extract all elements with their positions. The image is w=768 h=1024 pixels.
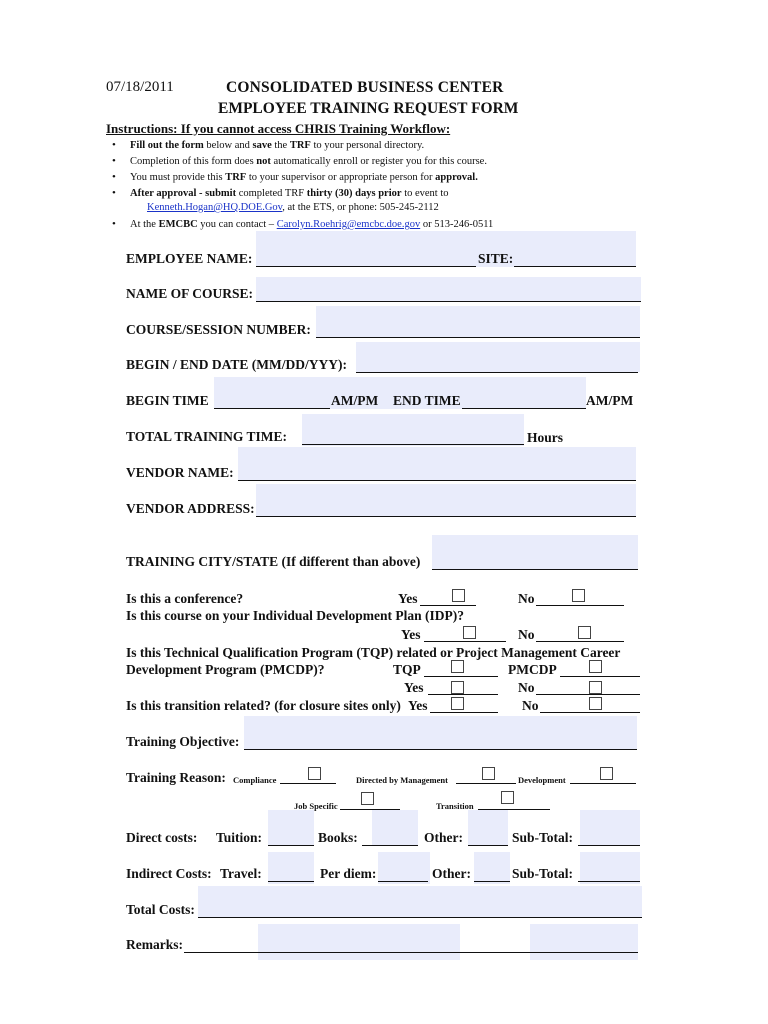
conference-no-checkbox[interactable]: [572, 589, 585, 602]
underline: [184, 952, 638, 953]
begin-ampm-label: AM/PM: [331, 393, 379, 408]
vendor-name-input[interactable]: [238, 464, 640, 480]
directed-checkbox[interactable]: [482, 767, 495, 780]
city-state-input[interactable]: [432, 553, 642, 569]
compliance-label: Compliance: [233, 775, 277, 785]
end-ampm-label: AM/PM: [586, 393, 634, 408]
course-name-input[interactable]: [256, 285, 645, 301]
underline: [256, 266, 476, 267]
session-number-label: COURSE/SESSION NUMBER:: [126, 322, 311, 337]
underline: [430, 712, 498, 713]
underline: [570, 783, 636, 784]
transition-reason-label: Transition: [436, 801, 474, 811]
directed-label: Directed by Management: [356, 775, 448, 785]
underline: [560, 676, 640, 677]
bullet-text-bold: thirty (30) days prior: [306, 188, 402, 199]
site-label: SITE:: [478, 251, 514, 266]
per-diem-label: Per diem:: [320, 866, 377, 881]
idp-question: Is this course on your Individual Development Plan (IDP)?: [126, 608, 465, 623]
bullet-text-bold: After approval - submit: [130, 188, 237, 199]
instruction-bullet-1: [130, 139, 424, 152]
transition-reason-checkbox[interactable]: [501, 791, 514, 804]
training-objective-input[interactable]: [244, 733, 641, 749]
job-specific-label: Job Specific: [294, 801, 338, 811]
tqp-no-checkbox[interactable]: [589, 681, 602, 694]
vendor-address-input[interactable]: [256, 500, 640, 516]
bullet-text: to your personal directory.: [310, 140, 425, 151]
training-reason-label: Training Reason:: [126, 770, 226, 785]
transition-yes-label: Yes: [408, 698, 428, 713]
development-checkbox[interactable]: [600, 767, 613, 780]
transition-no-checkbox[interactable]: [589, 697, 602, 710]
underline: [420, 605, 476, 606]
instruction-bullet-3: [130, 171, 478, 184]
underline: [462, 408, 586, 409]
end-time-input[interactable]: [462, 392, 590, 408]
indirect-subtotal-input[interactable]: [578, 865, 644, 881]
tqp-option-label: TQP: [393, 662, 421, 677]
development-label: Development: [518, 775, 566, 785]
total-time-label: TOTAL TRAINING TIME:: [126, 429, 288, 444]
tqp-no-label: No: [518, 680, 535, 695]
hours-label: Hours: [527, 430, 564, 445]
underline: [424, 676, 498, 677]
travel-input[interactable]: [268, 865, 318, 881]
bullet-text: the: [271, 140, 290, 151]
underline: [356, 372, 638, 373]
idp-yes-checkbox[interactable]: [463, 626, 476, 639]
underline: [268, 845, 314, 846]
bullet-text: to event to: [401, 188, 449, 199]
underline: [456, 783, 516, 784]
underline: [474, 881, 510, 882]
underline: [536, 694, 640, 695]
pmcdp-option-label: PMCDP: [508, 662, 557, 677]
bullet-text: to your supervisor or appropriate person for: [246, 172, 436, 183]
tuition-label: Tuition:: [216, 830, 263, 845]
tqp-question-line1: Is this Technical Qualification Program (TQP) related or Project Management Career: [126, 645, 621, 660]
per-diem-input[interactable]: [378, 865, 432, 881]
underline: [340, 809, 400, 810]
underline: [214, 408, 330, 409]
bullet-text-bold: EMCBC: [158, 219, 198, 230]
books-label: Books:: [318, 830, 358, 845]
underline: [280, 783, 336, 784]
transition-question: Is this transition related? (for closure sites only): [126, 698, 401, 713]
other-direct-label: Other:: [424, 830, 463, 845]
vendor-address-label: VENDOR ADDRESS:: [126, 501, 255, 516]
end-time-label: END TIME: [393, 393, 461, 408]
instructions-heading: Instructions: If you cannot access CHRIS Training Workflow:: [106, 121, 451, 136]
other-direct-input[interactable]: [468, 829, 512, 845]
instruction-bullet-4: [130, 187, 449, 200]
underline: [268, 881, 314, 882]
tuition-input[interactable]: [268, 829, 318, 845]
underline: [244, 749, 637, 750]
tqp-question-line2: Development Program (PMCDP)?: [126, 662, 325, 677]
bullet-text-bold: save: [252, 140, 272, 151]
underline: [302, 444, 524, 445]
pmcdp-checkbox[interactable]: [589, 660, 602, 673]
bullet-text: completed TRF: [236, 188, 307, 199]
tqp-yes-label: Yes: [404, 680, 424, 695]
compliance-checkbox[interactable]: [308, 767, 321, 780]
course-name-label: NAME OF COURSE:: [126, 286, 253, 301]
hogan-email-link[interactable]: Kenneth.Hogan@HQ.DOE.Gov: [147, 202, 283, 213]
remarks-label: Remarks:: [126, 937, 183, 952]
conference-yes-label: Yes: [398, 591, 418, 606]
idp-no-checkbox[interactable]: [578, 626, 591, 639]
underline: [424, 641, 506, 642]
idp-yes-label: Yes: [401, 627, 421, 642]
underline: [540, 712, 640, 713]
bullet-text: At the: [130, 219, 159, 230]
underline: [378, 881, 428, 882]
transition-no-label: No: [522, 698, 539, 713]
underline: [432, 569, 638, 570]
tqp-checkbox[interactable]: [451, 660, 464, 673]
direct-subtotal-label: Sub-Total:: [512, 830, 574, 845]
bullet-text-bold: not: [256, 156, 271, 167]
conference-no-label: No: [518, 591, 535, 606]
underline: [428, 694, 498, 695]
bullet-text: automatically enroll or register you for this course.: [270, 156, 487, 167]
direct-costs-label: Direct costs:: [126, 830, 198, 845]
underline: [256, 301, 641, 302]
form-title-line2: EMPLOYEE TRAINING REQUEST FORM: [218, 100, 519, 117]
other-indirect-label: Other:: [432, 866, 471, 881]
bullet-text: You must provide this: [130, 172, 226, 183]
total-costs-label: Total Costs:: [126, 902, 195, 917]
begin-time-input[interactable]: [214, 392, 334, 408]
underline: [578, 881, 640, 882]
form-date: 07/18/2011: [106, 79, 174, 95]
training-objective-label: Training Objective:: [126, 734, 240, 749]
bullet-text-bold: TRF: [225, 172, 247, 183]
bullet-text: , at the ETS, or phone: 505-245-2112: [282, 202, 439, 213]
underline: [198, 917, 642, 918]
site-input[interactable]: [514, 250, 640, 266]
conference-question: Is this a conference?: [126, 591, 244, 606]
bullet-text-bold: TRF: [289, 140, 311, 151]
total-costs-input[interactable]: [198, 901, 646, 917]
indirect-subtotal-label: Sub-Total:: [512, 866, 574, 881]
other-indirect-input[interactable]: [474, 865, 514, 881]
dates-input[interactable]: [356, 356, 642, 372]
tqp-yes-checkbox[interactable]: [451, 681, 464, 694]
remarks-input[interactable]: [184, 936, 642, 952]
employee-name-input[interactable]: [256, 250, 480, 266]
bullet-text: or 513-246-0511: [420, 219, 494, 230]
transition-yes-checkbox[interactable]: [451, 697, 464, 710]
underline: [256, 516, 636, 517]
indirect-costs-label: Indirect Costs:: [126, 866, 212, 881]
dates-label: BEGIN / END DATE (MM/DD/YYY):: [126, 357, 347, 372]
form-title-line1: CONSOLIDATED BUSINESS CENTER: [226, 79, 504, 96]
instruction-bullet-5: [130, 218, 493, 231]
instruction-bullet-4-cont: [147, 202, 439, 213]
bullet-text: below and: [203, 140, 253, 151]
employee-name-label: EMPLOYEE NAME:: [126, 251, 253, 266]
books-input[interactable]: [362, 829, 422, 845]
underline: [578, 845, 640, 846]
underline: [316, 337, 640, 338]
underline: [536, 641, 624, 642]
total-time-input[interactable]: [302, 428, 528, 444]
idp-no-label: No: [518, 627, 535, 642]
underline: [362, 845, 418, 846]
underline: [468, 845, 508, 846]
underline: [514, 266, 636, 267]
underline: [238, 480, 636, 481]
bullet-text: you can contact –: [197, 219, 277, 230]
session-number-input[interactable]: [316, 321, 644, 337]
bullet-text-bold: Fill out the form: [130, 140, 204, 151]
job-specific-checkbox[interactable]: [361, 792, 374, 805]
instruction-bullet-2: [130, 155, 487, 168]
conference-yes-checkbox[interactable]: [452, 589, 465, 602]
underline: [478, 809, 550, 810]
bullet-text: Completion of this form does: [130, 156, 257, 167]
direct-subtotal-input[interactable]: [578, 829, 644, 845]
bullet-text-bold: approval.: [435, 172, 478, 183]
travel-label: Travel:: [220, 866, 262, 881]
underline: [536, 605, 624, 606]
city-state-label: TRAINING CITY/STATE (If different than above): [126, 554, 421, 569]
vendor-name-label: VENDOR NAME:: [126, 465, 234, 480]
roehrig-email-link[interactable]: Carolyn.Roehrig@emcbc.doe.gov: [276, 219, 421, 230]
begin-time-label: BEGIN TIME: [126, 393, 209, 408]
